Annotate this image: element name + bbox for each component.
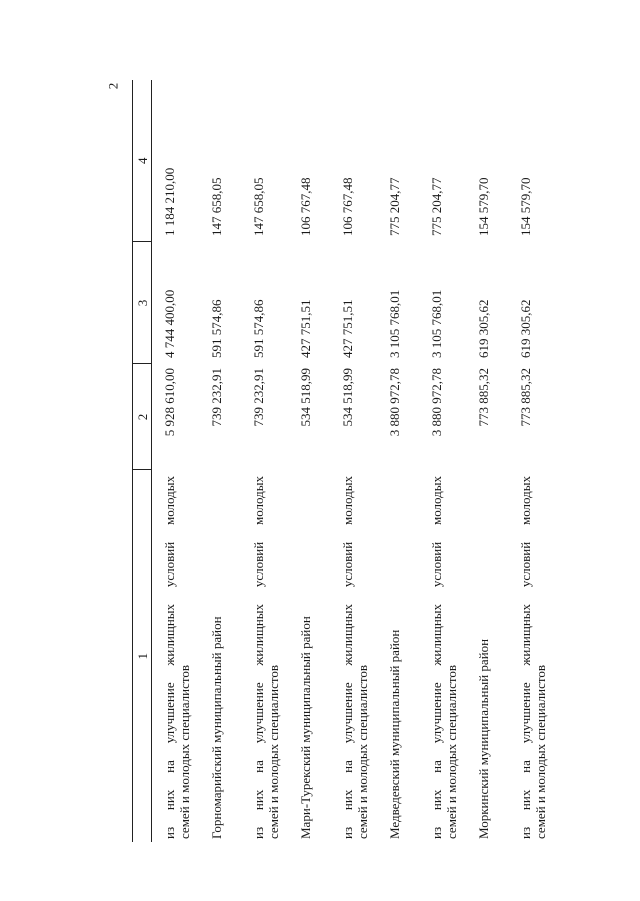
row-label-line: семей и молодых специалистов (266, 664, 281, 839)
amount-cell: 775 204,77 (387, 177, 402, 236)
row-label-line: из них на улучшение жилищных условий молодых (429, 476, 444, 839)
row-label (251, 470, 298, 842)
row-label (298, 470, 340, 842)
amount-cell: 106 767,48 (298, 177, 313, 236)
row-label (387, 470, 429, 842)
amount-cell: 739 232,91 (251, 368, 266, 427)
amount-cell: 773 885,32 (476, 368, 491, 427)
column-header: 4 (133, 80, 152, 242)
row-label-line: Мари-Турекский муниципальный район (298, 616, 313, 839)
row-label-line: семей и молодых специалистов (177, 664, 192, 839)
table-row (251, 80, 298, 842)
table-body (152, 80, 566, 842)
row-label-line: из них на улучшение жилищных условий молодых (251, 476, 266, 839)
page-number: 2 (105, 82, 121, 90)
column-header: 3 (133, 242, 152, 364)
table-row (518, 80, 565, 842)
row-label-line: семей и молодых специалистов (355, 664, 370, 839)
row-label (429, 470, 476, 842)
amount-cell: 619 305,62 (518, 299, 533, 358)
row-label-line: из них на улучшение жилищных условий молодых (340, 476, 355, 839)
table-row (152, 80, 210, 842)
row-label (340, 470, 387, 842)
amount-cell: 147 658,05 (251, 177, 266, 236)
amount-cell: 4 744 400,00 (162, 289, 177, 358)
table-header-row (133, 80, 152, 842)
amount-cell: 3 880 972,78 (429, 368, 444, 437)
row-label-line: Медведевский муниципальный район (387, 629, 402, 839)
row-label-line: Моркинский муниципальный район (476, 638, 491, 839)
row-label-line: из них на улучшение жилищных условий молодых (162, 476, 177, 839)
table-row (476, 80, 518, 842)
table-row (387, 80, 429, 842)
amount-cell: 5 928 610,00 (162, 368, 177, 437)
amount-cell: 154 579,70 (476, 177, 491, 236)
table-row (340, 80, 387, 842)
amount-cell: 591 574,86 (251, 299, 266, 358)
column-header: 2 (133, 364, 152, 470)
amount-cell: 775 204,77 (429, 177, 444, 236)
amount-cell: 534 518,99 (298, 368, 313, 427)
row-label (152, 470, 210, 842)
table-row (298, 80, 340, 842)
amount-cell: 739 232,91 (209, 368, 224, 427)
rotated-table-frame (132, 80, 548, 842)
amount-cell: 427 751,51 (340, 299, 355, 358)
amount-cell: 773 885,32 (518, 368, 533, 427)
row-label-line: семей и молодых специалистов (533, 664, 548, 839)
amount-cell: 3 105 768,01 (429, 289, 444, 358)
amount-cell: 3 105 768,01 (387, 289, 402, 358)
amount-cell: 591 574,86 (209, 299, 224, 358)
amount-cell: 427 751,51 (298, 299, 313, 358)
column-header: 1 (133, 470, 152, 842)
amount-cell: 534 518,99 (340, 368, 355, 427)
row-label-line: Горномарийский муниципальный район (209, 616, 224, 839)
amount-cell: 1 184 210,00 (162, 167, 177, 236)
row-label (476, 470, 518, 842)
amount-cell: 3 880 972,78 (387, 368, 402, 437)
row-label-line: семей и молодых специалистов (444, 664, 459, 839)
row-label (209, 470, 251, 842)
amount-cell: 106 767,48 (340, 177, 355, 236)
row-label (518, 470, 565, 842)
amount-cell: 154 579,70 (518, 177, 533, 236)
table-row (209, 80, 251, 842)
amount-cell: 619 305,62 (476, 299, 491, 358)
table-row (429, 80, 476, 842)
subsidy-table (132, 80, 565, 842)
amount-cell: 147 658,05 (209, 177, 224, 236)
row-label-line: из них на улучшение жилищных условий молодых (518, 476, 533, 839)
